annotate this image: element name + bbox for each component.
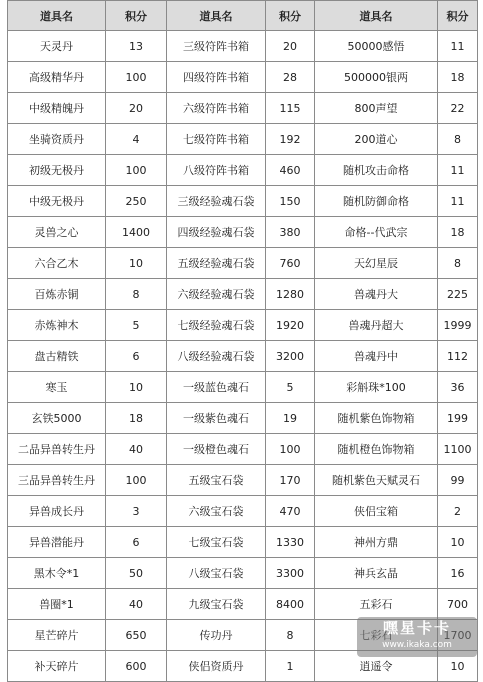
points-cell: 40 (106, 434, 167, 465)
item-name-cell: 高级精华丹 (8, 62, 106, 93)
item-name-cell: 七级宝石袋 (167, 527, 266, 558)
item-name-cell: 灵兽之心 (8, 217, 106, 248)
points-cell: 19 (266, 403, 315, 434)
item-name-cell: 七级符阵书箱 (167, 124, 266, 155)
table-row (8, 589, 478, 620)
points-cell: 3300 (266, 558, 315, 589)
points-cell: 8 (266, 620, 315, 651)
points-cell: 6 (106, 341, 167, 372)
points-cell: 650 (106, 620, 167, 651)
item-name-cell: 兽魂丹中 (315, 341, 438, 372)
points-cell: 1330 (266, 527, 315, 558)
points-cell: 2 (438, 496, 478, 527)
points-cell: 5 (106, 310, 167, 341)
table-row (8, 372, 478, 403)
points-cell: 50 (106, 558, 167, 589)
points-cell: 20 (266, 31, 315, 62)
header-points-2: 积分 (266, 1, 315, 31)
item-name-cell: 神州方鼎 (315, 527, 438, 558)
header-item-name-2: 道具名 (167, 1, 266, 31)
item-name-cell: 星芒碎片 (8, 620, 106, 651)
item-name-cell: 异兽潜能丹 (8, 527, 106, 558)
item-name-cell: 赤炼神木 (8, 310, 106, 341)
points-cell: 100 (106, 155, 167, 186)
watermark-url: www.ikaka.com (382, 640, 452, 650)
points-cell: 5 (266, 372, 315, 403)
points-cell: 8 (438, 124, 478, 155)
points-cell: 18 (106, 403, 167, 434)
item-name-cell: 天幻星辰 (315, 248, 438, 279)
table-row (8, 403, 478, 434)
table-row (8, 186, 478, 217)
item-name-cell: 800声望 (315, 93, 438, 124)
item-name-cell: 一级蓝色魂石 (167, 372, 266, 403)
points-cell: 10 (438, 527, 478, 558)
item-name-cell: 彩斛珠*100 (315, 372, 438, 403)
item-name-cell: 传功丹 (167, 620, 266, 651)
points-cell: 1 (266, 651, 315, 682)
points-cell: 10 (106, 372, 167, 403)
item-name-cell: 六级符阵书箱 (167, 93, 266, 124)
item-name-cell: 三品异兽转生丹 (8, 465, 106, 496)
item-points-table-container (7, 0, 478, 682)
item-name-cell: 随机攻击命格 (315, 155, 438, 186)
item-name-cell: 八级经验魂石袋 (167, 341, 266, 372)
item-name-cell: 神兵玄晶 (315, 558, 438, 589)
table-row (8, 217, 478, 248)
points-cell: 8400 (266, 589, 315, 620)
item-name-cell: 补天碎片 (8, 651, 106, 682)
header-points-3: 积分 (438, 1, 478, 31)
points-cell: 28 (266, 62, 315, 93)
item-name-cell: 命格--代武宗 (315, 217, 438, 248)
points-cell: 600 (106, 651, 167, 682)
item-name-cell: 中级无极丹 (8, 186, 106, 217)
item-name-cell: 三级符阵书箱 (167, 31, 266, 62)
table-row (8, 31, 478, 62)
item-name-cell: 兽魂丹超大 (315, 310, 438, 341)
points-cell: 4 (106, 124, 167, 155)
points-cell: 150 (266, 186, 315, 217)
table-row (8, 93, 478, 124)
points-cell: 36 (438, 372, 478, 403)
item-name-cell: 随机紫色饰物箱 (315, 403, 438, 434)
item-name-cell: 侠侣宝箱 (315, 496, 438, 527)
points-cell: 11 (438, 155, 478, 186)
points-cell: 1999 (438, 310, 478, 341)
points-cell: 11 (438, 186, 478, 217)
item-name-cell: 三级经验魂石袋 (167, 186, 266, 217)
item-name-cell: 寒玉 (8, 372, 106, 403)
item-name-cell: 坐骑资质丹 (8, 124, 106, 155)
item-name-cell: 随机橙色饰物箱 (315, 434, 438, 465)
table-row (8, 527, 478, 558)
points-cell: 112 (438, 341, 478, 372)
table-row (8, 248, 478, 279)
points-cell: 22 (438, 93, 478, 124)
item-name-cell: 四级经验魂石袋 (167, 217, 266, 248)
points-cell: 115 (266, 93, 315, 124)
points-cell: 470 (266, 496, 315, 527)
points-cell: 18 (438, 217, 478, 248)
table-body (8, 31, 478, 682)
points-cell: 10 (438, 651, 478, 682)
item-name-cell: 天灵丹 (8, 31, 106, 62)
points-cell: 380 (266, 217, 315, 248)
table-row (8, 279, 478, 310)
points-cell: 760 (266, 248, 315, 279)
item-name-cell: 五级宝石袋 (167, 465, 266, 496)
item-name-cell: 一级橙色魂石 (167, 434, 266, 465)
points-cell: 11 (438, 31, 478, 62)
item-name-cell: 兽圈*1 (8, 589, 106, 620)
item-name-cell: 七级经验魂石袋 (167, 310, 266, 341)
table-row (8, 496, 478, 527)
site-watermark (357, 617, 477, 657)
item-name-cell: 九级宝石袋 (167, 589, 266, 620)
table-row (8, 465, 478, 496)
item-name-cell: 玄铁5000 (8, 403, 106, 434)
item-name-cell: 黑木令*1 (8, 558, 106, 589)
item-name-cell: 二品异兽转生丹 (8, 434, 106, 465)
points-cell: 1400 (106, 217, 167, 248)
item-name-cell: 四级符阵书箱 (167, 62, 266, 93)
table-row (8, 341, 478, 372)
table-row (8, 155, 478, 186)
points-cell: 100 (266, 434, 315, 465)
points-cell: 99 (438, 465, 478, 496)
item-name-cell: 六合乙木 (8, 248, 106, 279)
points-cell: 100 (106, 62, 167, 93)
item-name-cell: 五彩石 (315, 589, 438, 620)
points-cell: 3200 (266, 341, 315, 372)
points-cell: 1920 (266, 310, 315, 341)
header-points-1: 积分 (106, 1, 167, 31)
item-name-cell: 500000银两 (315, 62, 438, 93)
points-cell: 40 (106, 589, 167, 620)
item-name-cell: 五级经验魂石袋 (167, 248, 266, 279)
points-cell: 6 (106, 527, 167, 558)
header-item-name-1: 道具名 (8, 1, 106, 31)
item-name-cell: 八级宝石袋 (167, 558, 266, 589)
header-item-name-3: 道具名 (315, 1, 438, 31)
points-cell: 192 (266, 124, 315, 155)
points-cell: 3 (106, 496, 167, 527)
points-cell: 8 (106, 279, 167, 310)
item-name-cell: 50000感悟 (315, 31, 438, 62)
item-name-cell: 200道心 (315, 124, 438, 155)
item-name-cell: 六级经验魂石袋 (167, 279, 266, 310)
item-name-cell: 六级宝石袋 (167, 496, 266, 527)
table-row (8, 62, 478, 93)
points-cell: 170 (266, 465, 315, 496)
watermark-title: 嘿星卡卡 (382, 619, 451, 637)
table-row (8, 310, 478, 341)
points-cell: 225 (438, 279, 478, 310)
points-cell: 1280 (266, 279, 315, 310)
points-cell: 250 (106, 186, 167, 217)
points-cell: 10 (106, 248, 167, 279)
points-cell: 16 (438, 558, 478, 589)
item-name-cell: 百炼赤铜 (8, 279, 106, 310)
table-header-row (8, 1, 478, 31)
table-row (8, 434, 478, 465)
points-cell: 1100 (438, 434, 478, 465)
item-name-cell: 一级紫色魂石 (167, 403, 266, 434)
item-name-cell: 随机防御命格 (315, 186, 438, 217)
item-name-cell: 兽魂丹大 (315, 279, 438, 310)
item-name-cell: 八级符阵书箱 (167, 155, 266, 186)
table-row (8, 124, 478, 155)
item-name-cell: 中级精魄丹 (8, 93, 106, 124)
item-points-table (7, 0, 478, 682)
points-cell: 20 (106, 93, 167, 124)
points-cell: 18 (438, 62, 478, 93)
item-name-cell: 逍遥令 (315, 651, 438, 682)
item-name-cell: 盘古精铁 (8, 341, 106, 372)
points-cell: 700 (438, 589, 478, 620)
item-name-cell: 异兽成长丹 (8, 496, 106, 527)
points-cell: 460 (266, 155, 315, 186)
item-name-cell: 侠侣资质丹 (167, 651, 266, 682)
points-cell: 13 (106, 31, 167, 62)
points-cell: 100 (106, 465, 167, 496)
points-cell: 8 (438, 248, 478, 279)
item-name-cell: 初级无极丹 (8, 155, 106, 186)
item-name-cell: 随机紫色天赋灵石 (315, 465, 438, 496)
table-row (8, 558, 478, 589)
points-cell: 199 (438, 403, 478, 434)
